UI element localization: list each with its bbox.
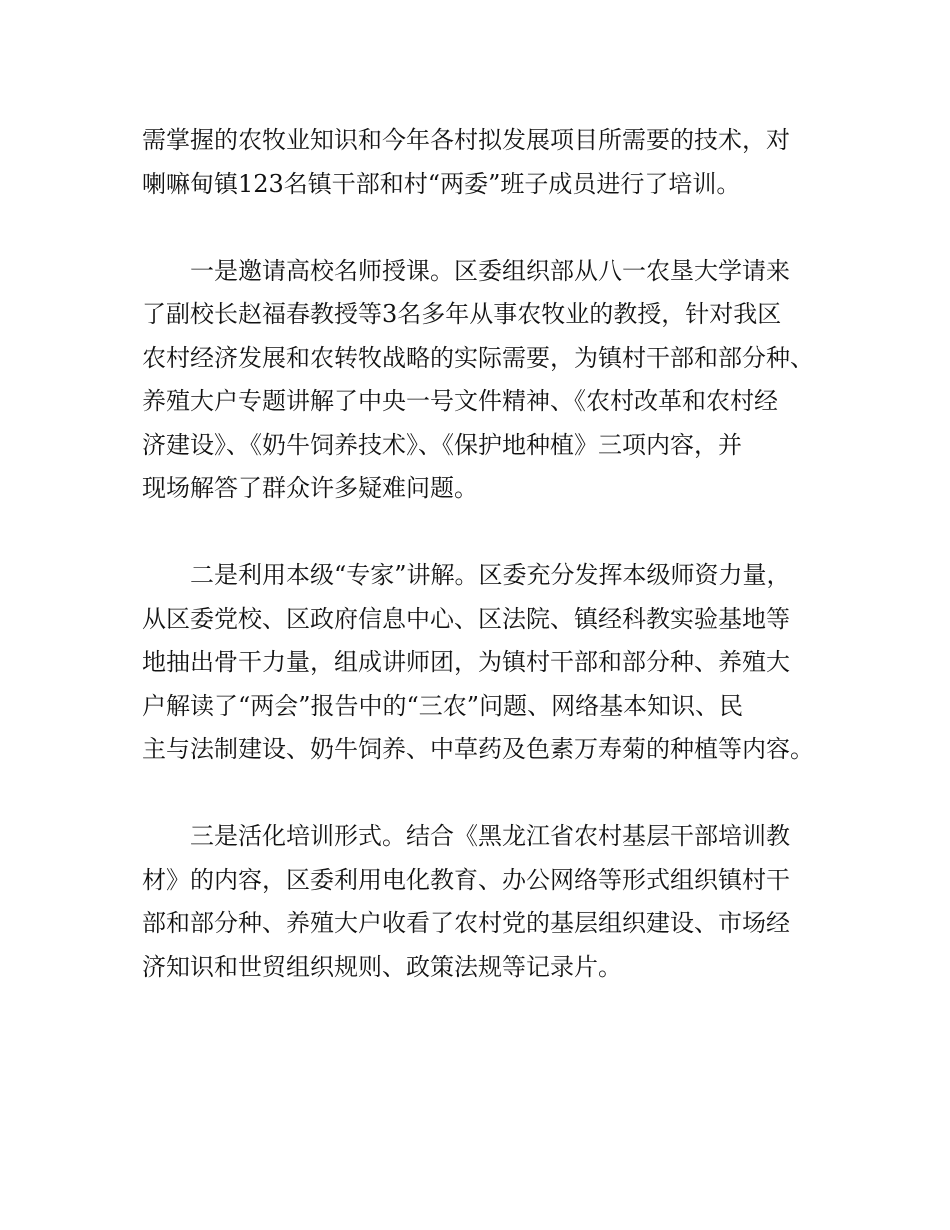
text-line: 农村经济发展和农转牧战略的实际需要，为镇村干部和部分种、 (142, 343, 814, 372)
text-line: 喇嘛甸镇123名镇干部和村“两委”班子成员进行了培训。 (142, 169, 741, 198)
paragraph-intro-continuation (142, 119, 822, 206)
text-line: 从区委党校、区政府信息中心、区法院、镇经科教实验基地等 (142, 604, 790, 633)
paragraph-local-experts (142, 554, 822, 772)
text-line: 材》的内容，区委利用电化教育、办公网络等形式组织镇村干 (142, 865, 790, 894)
text-line: 济知识和世贸组织规则、政策法规等记录片。 (142, 952, 622, 981)
text-line: 三是活化培训形式。结合《黑龙江省农村基层干部培训教 (190, 822, 790, 850)
paragraph-invite-teachers (142, 250, 822, 511)
text-line: 一是邀请高校名师授课。区委组织部从八一农垦大学请来 (190, 256, 790, 285)
text-line: 主与法制建设、奶牛饲养、中草药及色素万寿菊的种植等内容。 (142, 735, 814, 763)
text-line: 了副校长赵福春教授等3名多年从事农牧业的教授，针对我区 (142, 300, 782, 328)
text-line: 地抽出骨干力量，组成讲师团，为镇村干部和部分种、养殖大 (142, 648, 790, 676)
text-line: 现场解答了群众许多疑难问题。 (142, 474, 478, 502)
text-line: 部和部分种、养殖大户收看了农村党的基层组织建设、市场经 (142, 909, 790, 937)
paragraph-training-forms (142, 815, 822, 989)
text-line: 二是利用本级“专家”讲解。区委充分发挥本级师资力量， (190, 561, 791, 589)
text-line: 济建设》、《奶牛饲养技术》、《保护地种植》三项内容，并 (142, 430, 742, 459)
text-line: 需掌握的农牧业知识和今年各村拟发展项目所需要的技术，对 (142, 126, 790, 154)
document-body (142, 119, 822, 1033)
text-line: 户解读了“两会”报告中的“三农”问题、网络基本知识、民 (142, 691, 744, 720)
text-line: 养殖大户专题讲解了中央一号文件精神、《农村改革和农村经 (142, 387, 778, 415)
